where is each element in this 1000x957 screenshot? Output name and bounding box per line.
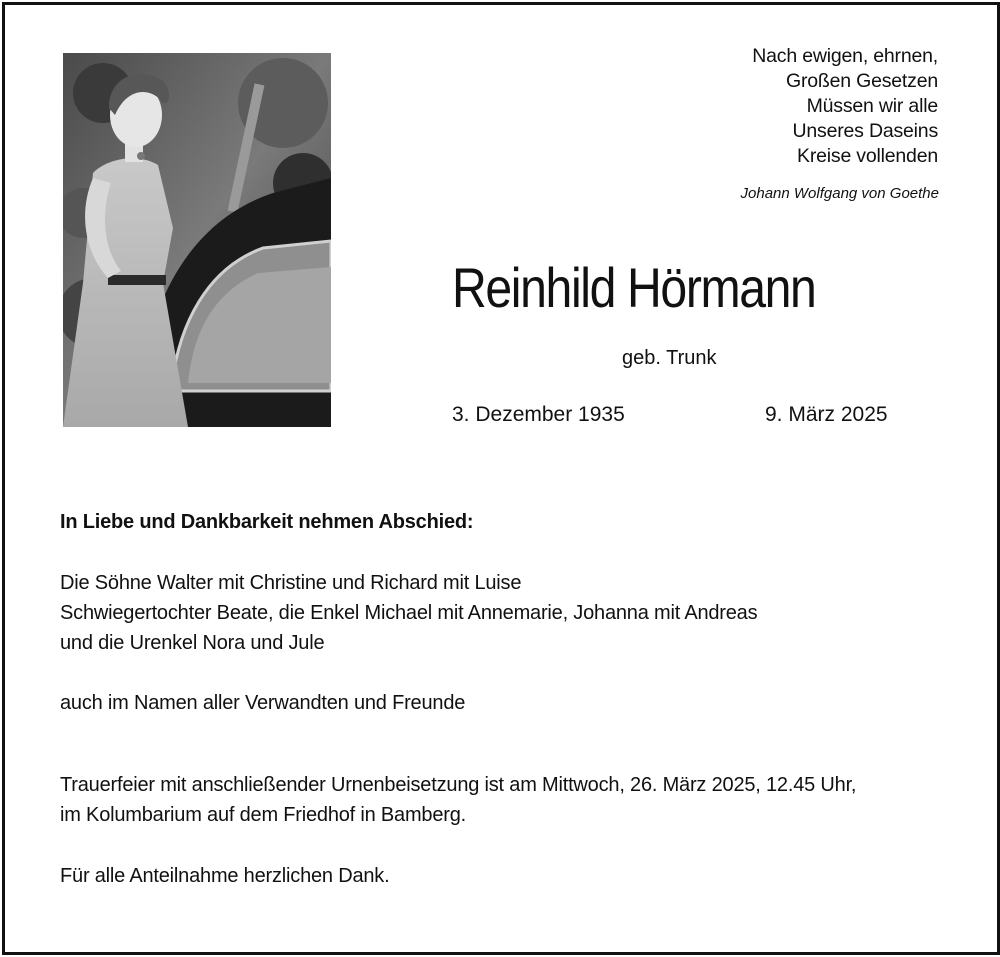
- quote-author: Johann Wolfgang von Goethe: [740, 185, 939, 202]
- deceased-name: Reinhild Hörmann: [452, 256, 816, 319]
- service-line: im Kolumbarium auf dem Friedhof in Bamberg.: [60, 804, 467, 826]
- quote-line: Müssen wir alle: [806, 95, 938, 117]
- birth-date: 3. Dezember 1935: [452, 403, 625, 426]
- birth-name: geb. Trunk: [622, 347, 717, 369]
- portrait-photo-drawing: [63, 53, 331, 427]
- quote-line: Nach ewigen, ehrnen,: [752, 45, 938, 67]
- farewell-heading: In Liebe und Dankbarkeit nehmen Abschied:: [60, 511, 474, 533]
- service-line: Trauerfeier mit anschließender Urnenbeisetzung ist am Mittwoch, 26. März 2025, 12.45 Uhr,: [60, 774, 857, 796]
- service-info: [60, 770, 856, 830]
- mourners-line: Schwiegertochter Beate, die Enkel Michael mit Annemarie, Johanna mit Andreas: [60, 602, 758, 624]
- portrait-photo: [63, 53, 331, 427]
- quote: [752, 44, 938, 169]
- thanks-line: Für alle Anteilnahme herzlichen Dank.: [60, 865, 390, 887]
- quote-line: Großen Gesetzen: [786, 70, 938, 92]
- relatives-line: auch im Namen aller Verwandten und Freunde: [60, 692, 466, 714]
- mourners-list: [60, 568, 757, 658]
- mourners-line: und die Urenkel Nora und Jule: [60, 632, 325, 654]
- quote-line: Unseres Daseins: [792, 120, 938, 142]
- quote-line: Kreise vollenden: [797, 145, 938, 167]
- death-date: 9. März 2025: [765, 403, 888, 426]
- mourners-line: Die Söhne Walter mit Christine und Richard mit Luise: [60, 572, 522, 594]
